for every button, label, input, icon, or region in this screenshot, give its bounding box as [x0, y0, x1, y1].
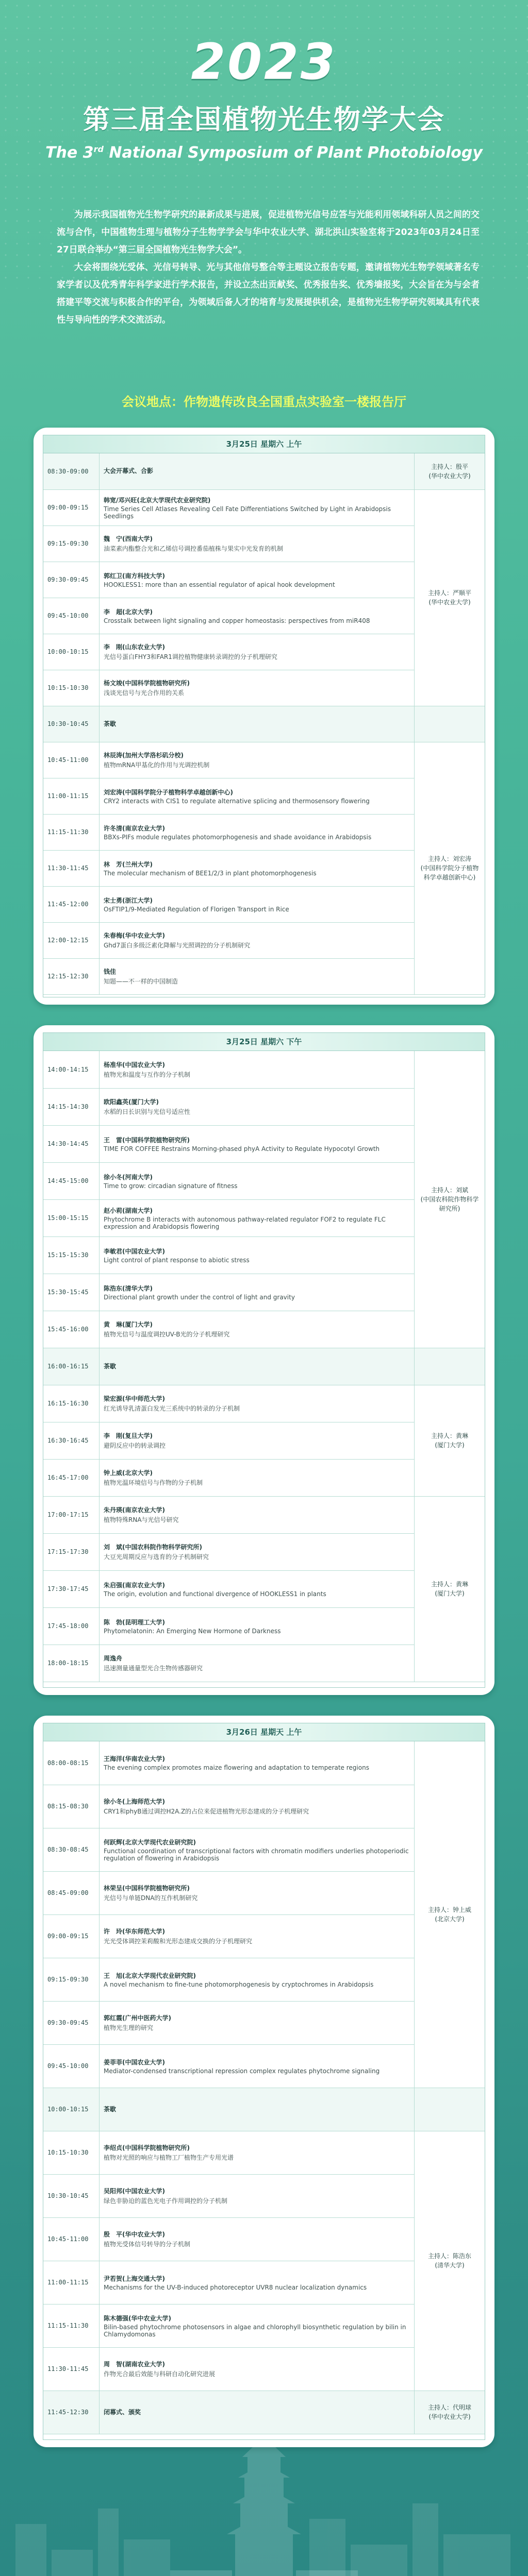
session-content	[100, 2261, 415, 2304]
speaker-name: 林荣呈(中国科学院植物研究所)	[104, 1885, 190, 1892]
session-time: 08:30-08:45	[43, 1828, 100, 1871]
schedule-card-frame	[43, 1723, 485, 2440]
speaker-name: 茶歇	[104, 720, 117, 727]
talk-title: 植物光受体信号转导的分子机制	[104, 2241, 191, 2248]
talk-title: The evening complex promotes maize flowering and adaptation to temperate regions	[104, 1764, 369, 1772]
session-time: 10:00-10:15	[43, 2088, 100, 2131]
talk-title: 知题——不一样的中国制造	[104, 978, 178, 985]
speaker-name: 李 刚(山东农业大学)	[104, 643, 165, 651]
session-time: 08:00-08:15	[43, 1741, 100, 1785]
talk-title: Time Series Cell Atlases Revealing Cell Fate Differentiations Switched by Light in Arabidopsis Seedlings	[104, 505, 391, 520]
schedule-card-day1-afternoon	[34, 1025, 494, 1695]
session-time: 09:00-09:15	[43, 1914, 100, 1958]
session-time: 10:45-11:00	[43, 2217, 100, 2261]
speaker-name: 韩宽/邓兴旺(北京大学现代农业研究院)	[104, 496, 211, 504]
speaker-name: 姜菲菲(中国农业大学)	[104, 2058, 165, 2066]
talk-title: 光信号与单链DNA的互作机制研究	[104, 1894, 198, 1902]
schedule-card-day2-morning	[34, 1716, 494, 2447]
session-content	[100, 2217, 415, 2261]
schedule-row	[43, 742, 485, 778]
session-content	[100, 1236, 415, 1274]
session-time: 08:30-09:00	[43, 453, 100, 489]
schedule-row	[43, 2391, 485, 2434]
speaker-name: 周逸舟	[104, 1655, 123, 1662]
session-time: 14:15-14:30	[43, 1088, 100, 1125]
session-time: 15:00-15:15	[43, 1199, 100, 1236]
session-content	[100, 2391, 415, 2434]
session-content	[100, 598, 415, 634]
session-content	[100, 1958, 415, 2001]
session-content	[100, 1199, 415, 1236]
speaker-name: 吴阳邦(中国农业大学)	[104, 2188, 165, 2195]
session-content	[100, 2131, 415, 2174]
session-time: 10:15-10:30	[43, 2131, 100, 2174]
session-content	[100, 850, 415, 886]
session-host	[415, 706, 485, 742]
speaker-name: 陈浩东(清华大学)	[104, 1284, 153, 1292]
talk-title: Functional coordination of transcriptional factors with chromatin modifiers underlies photoperiodic regulation of flowering in Arabidopsis	[104, 1847, 409, 1862]
speaker-name: 郭红卫(南方科技大学)	[104, 572, 165, 580]
session-content	[100, 2304, 415, 2347]
session-time: 17:30-17:45	[43, 1570, 100, 1607]
speaker-name: 林辰涛(加州大学洛杉矶分校)	[104, 752, 184, 759]
session-time: 11:15-11:30	[43, 2304, 100, 2347]
schedule-day-title: 3月25日 星期六 上午	[43, 435, 485, 453]
session-time: 17:15-17:30	[43, 1533, 100, 1570]
talk-title: 植物光和温度与互作的分子机制	[104, 1071, 191, 1078]
session-time: 15:45-16:00	[43, 1311, 100, 1348]
page-header	[0, 0, 528, 162]
speaker-name: 钱佳	[104, 968, 117, 975]
talk-title: 作物光合最后效能与科研自动化研究进展	[104, 2370, 216, 2378]
session-time: 17:00-17:15	[43, 1496, 100, 1533]
schedule-card-frame	[43, 1032, 485, 1688]
session-content	[100, 1088, 415, 1125]
session-content	[100, 958, 415, 994]
talk-title: 水稻的日长识别与光信号适应性	[104, 1108, 191, 1115]
session-content	[100, 1871, 415, 1914]
schedule-row	[43, 2088, 485, 2131]
session-content	[100, 1125, 415, 1162]
session-content	[100, 2174, 415, 2217]
session-time: 14:45-15:00	[43, 1162, 100, 1199]
schedule-row	[43, 706, 485, 742]
session-host: 主持人：黄琳 (厦门大学)	[415, 1385, 485, 1496]
session-time: 10:15-10:30	[43, 670, 100, 706]
talk-title: 植物对光照的响应与植物工厂植物生产专用光谱	[104, 2154, 234, 2161]
intro-text	[57, 206, 480, 329]
speaker-name: 何跃辉(北京大学现代农业研究院)	[104, 1838, 196, 1846]
speaker-name: 朱启强(南京农业大学)	[104, 1581, 165, 1589]
schedule-row	[43, 1741, 485, 1785]
session-content	[100, 742, 415, 778]
talk-title: A novel mechanism to fine-tune photomorphogenesis by cryptochromes in Arabidopsis	[104, 1980, 374, 1988]
session-content	[100, 562, 415, 598]
session-host: 主持人：殷平 (华中农业大学)	[415, 453, 485, 489]
speaker-name: 尹若贺(上海交通大学)	[104, 2275, 165, 2282]
venue-text: 会议地点：作物遗传改良全国重点实验室一楼报告厅	[122, 395, 406, 409]
speaker-name: 黄 琳(厦门大学)	[104, 1321, 153, 1328]
speaker-name: 李 超(北京大学)	[104, 608, 153, 616]
intro-paragraph-1: 为展示我国植物光生物学研究的最新成果与进展，促进植物光信号应答与光能利用领域科研人员之间的交流与合作，中国植物生理与植物分子生物学学会与华中农业大学、湖北洪山实验室将于2023年03月24日至27日联合举办“第三届全国植物光生物学大会”。	[57, 210, 480, 255]
session-time: 11:30-11:45	[43, 2347, 100, 2391]
schedule-row	[43, 2131, 485, 2174]
session-host: 主持人：钟上威 (北京大学)	[415, 1741, 485, 2088]
speaker-name: 李敏君(中国农业大学)	[104, 1247, 165, 1255]
session-content	[100, 489, 415, 526]
session-content	[100, 2088, 415, 2131]
session-host: 主持人：黄琳 (厦门大学)	[415, 1496, 485, 1682]
session-content	[100, 1741, 415, 1785]
session-time: 11:00-11:15	[43, 2261, 100, 2304]
session-time: 08:15-08:30	[43, 1785, 100, 1828]
talk-title: Bilin-based phytochrome photosensors in algae and chlorophyll biosynthetic regulation by bilin in Chlamydomonas	[104, 2323, 406, 2338]
speaker-name: 闭幕式、颁奖	[104, 2408, 141, 2416]
talk-title: 迅速测量通量型光合生物传感器研究	[104, 1665, 203, 1672]
schedule-day-title: 3月26日 星期天 上午	[43, 1723, 485, 1741]
session-content	[100, 526, 415, 562]
speaker-name: 郭红霞(广州中医药大学)	[104, 2014, 171, 2022]
session-content	[100, 922, 415, 958]
schedule-card-frame	[43, 435, 485, 997]
talk-title: 避阴反应中的转录调控	[104, 1442, 166, 1449]
talk-title: Mediator-condensed transcriptional repression complex regulates phytochrome signaling	[104, 2067, 380, 2075]
schedule-table	[43, 453, 485, 995]
schedule-table	[43, 1741, 485, 2434]
session-content	[100, 1496, 415, 1533]
session-time: 09:45-10:00	[43, 598, 100, 634]
speaker-name: 林 芳(兰州大学)	[104, 860, 153, 868]
session-content	[100, 2347, 415, 2391]
session-content	[100, 1570, 415, 1607]
speaker-name: 魏 宁(西南大学)	[104, 535, 153, 543]
talk-title: HOOKLESS1: more than an essential regulator of apical hook development	[104, 581, 335, 588]
talk-title: Directional plant growth under the control of light and gravity	[104, 1293, 295, 1301]
schedule-row	[43, 453, 485, 489]
talk-title: 植物光生理的研究	[104, 2024, 154, 2031]
speaker-name: 茶歇	[104, 2105, 117, 2113]
session-content	[100, 1311, 415, 1348]
session-time: 08:45-09:00	[43, 1871, 100, 1914]
speaker-name: 大会开幕式、合影	[104, 467, 154, 475]
session-time: 14:00-14:15	[43, 1051, 100, 1088]
session-host: 主持人：陈浩东 (清华大学)	[415, 2131, 485, 2391]
talk-title: Mechanisms for the UV-B-induced photoreceptor UVR8 nuclear localization dynamics	[104, 2283, 367, 2291]
schedule-row	[43, 1385, 485, 1422]
talk-title: Ghd7蛋白多级泛素化降解与光照调控的分子机制研究	[104, 942, 251, 949]
session-time: 11:30-11:45	[43, 850, 100, 886]
session-content	[100, 1533, 415, 1570]
session-host: 主持人：刘斌 (中国农科院作物科学研究所)	[415, 1051, 485, 1348]
speaker-name: 刘 斌(中国农科院作物科学研究所)	[104, 1544, 202, 1551]
session-time: 12:00-12:15	[43, 922, 100, 958]
speaker-name: 茶歇	[104, 1362, 117, 1370]
talk-title: CRY1和phyB通过调控H2A.Z的占位来促进植物光形态建成的分子机理研究	[104, 1808, 309, 1815]
speaker-name: 许冬清(南京农业大学)	[104, 824, 165, 832]
session-content	[100, 2044, 415, 2088]
talk-title: 大豆光周期反应与选育的分子机制研究	[104, 1553, 209, 1561]
schedule-row	[43, 489, 485, 526]
talk-title: CRY2 interacts with CIS1 to regulate alternative splicing and thermosensory flowering	[104, 797, 370, 805]
session-time: 11:45-12:30	[43, 2391, 100, 2434]
talk-title: 植物光温环境信号与作物的分子机制	[104, 1479, 203, 1486]
talk-title: 绿色非胁迫的蓝色光电子作用调控的分子机制	[104, 2197, 228, 2205]
schedule-day-title: 3月25日 星期六 下午	[43, 1033, 485, 1051]
session-time: 09:15-09:30	[43, 1958, 100, 2001]
session-content	[100, 1645, 415, 1682]
session-content	[100, 886, 415, 922]
session-content	[100, 634, 415, 670]
session-content	[100, 1607, 415, 1645]
session-time: 09:30-09:45	[43, 562, 100, 598]
session-time: 15:30-15:45	[43, 1274, 100, 1311]
speaker-name: 徐小冬(河南大学)	[104, 1173, 153, 1181]
session-time: 10:30-10:45	[43, 2174, 100, 2217]
session-content	[100, 706, 415, 742]
session-content	[100, 1785, 415, 1828]
speaker-name: 殷 平(华中农业大学)	[104, 2231, 165, 2238]
session-host	[415, 2088, 485, 2131]
talk-title: BBXs-PIFs module regulates photomorphogenesis and shade avoidance in Arabidopsis	[104, 833, 372, 841]
session-content	[100, 1422, 415, 1459]
session-content	[100, 453, 415, 489]
talk-title: OsFTIP1/9-Mediated Regulation of Florigen Transport in Rice	[104, 905, 289, 913]
talk-title: Time to grow: circadian signature of fitness	[104, 1182, 238, 1190]
session-time: 16:15-16:30	[43, 1385, 100, 1422]
session-time: 11:00-11:15	[43, 778, 100, 814]
talk-title: Light control of plant response to abiotic stress	[104, 1256, 250, 1264]
speaker-name: 周 智(湖南农业大学)	[104, 2361, 165, 2368]
session-time: 15:15-15:30	[43, 1236, 100, 1274]
speaker-name: 宋士勇(浙江大学)	[104, 896, 153, 904]
schedule-row	[43, 1496, 485, 1533]
session-time: 09:15-09:30	[43, 526, 100, 562]
schedule-table	[43, 1051, 485, 1682]
session-content	[100, 1348, 415, 1385]
speaker-name: 赵小莉(湖南大学)	[104, 1207, 153, 1214]
speaker-name: 朱春梅(华中农业大学)	[104, 932, 165, 939]
talk-title: 油菜素内酯整合光和乙烯信号调控番茄植株与果实中光发育的机制	[104, 545, 284, 552]
talk-title: 植物特殊RNA与光信号研究	[104, 1516, 179, 1523]
session-time: 11:45-12:00	[43, 886, 100, 922]
session-content	[100, 778, 415, 814]
session-time: 14:30-14:45	[43, 1125, 100, 1162]
intro-paragraph-2: 大会将围绕光受体、光信号转导、光与其他信号整合等主题设立报告专题，邀请植物光生物学领域著名专家学者以及优秀青年科学家进行学术报告，并设立杰出贡献奖、优秀报告奖、优秀墙报奖，大会旨在为与会者搭建平等交流与积极合作的平台，为领域后备人才的培育与发展提供机会，是植物光生物学研究领域具有代表性与导向性的学术交流活动。	[57, 262, 480, 325]
session-content	[100, 2001, 415, 2044]
speaker-name: 梁宏源(华中师范大学)	[104, 1395, 165, 1402]
speaker-name: 王 雷(中国科学院植物研究所)	[104, 1136, 190, 1144]
session-time: 18:00-18:15	[43, 1645, 100, 1682]
session-time: 17:45-18:00	[43, 1607, 100, 1645]
speaker-name: 陈木德强(华中农业大学)	[104, 2314, 171, 2322]
talk-title: Crosstalk between light signaling and copper homeostasis: perspectives from miR408	[104, 617, 370, 624]
session-content	[100, 1828, 415, 1871]
session-time: 09:30-09:45	[43, 2001, 100, 2044]
talk-title: 浅谈光信号与光合作用的关系	[104, 689, 185, 697]
event-title-english: The 3rd National Symposium of Plant Photobiology	[45, 144, 483, 162]
speaker-name: 杨文竣(中国科学院植物研究所)	[104, 680, 190, 687]
speaker-name: 钟上威(北京大学)	[104, 1469, 153, 1477]
session-host: 主持人：代明球 (华中农业大学)	[415, 2391, 485, 2434]
speaker-name: 李 刚(复旦大学)	[104, 1432, 153, 1439]
speaker-name: 李绍贞(中国科学院植物研究所)	[104, 2144, 190, 2151]
session-content	[100, 1051, 415, 1088]
session-content	[100, 814, 415, 850]
speaker-name: 陈 勃(昆明理工大学)	[104, 1618, 165, 1626]
event-year: 2023	[191, 33, 337, 91]
session-time: 09:00-09:15	[43, 489, 100, 526]
session-host: 主持人：严顺平 (华中农业大学)	[415, 489, 485, 706]
session-content	[100, 670, 415, 706]
speaker-name: 许 玲(华东师范大学)	[104, 1928, 165, 1935]
talk-title: TIME FOR COFFEE Restrains Morning-phased phyA Activity to Regulate Hypocotyl Growth	[104, 1145, 380, 1153]
speaker-name: 徐小冬(上海师范大学)	[104, 1798, 165, 1805]
session-content	[100, 1274, 415, 1311]
session-time: 16:30-16:45	[43, 1422, 100, 1459]
talk-title: 植物mRNA甲基化的作用与光调控机制	[104, 761, 210, 769]
session-time: 11:15-11:30	[43, 814, 100, 850]
talk-title: 光信号蛋白FHY3和FAR1调控植物健康转录调控的分子机理研究	[104, 653, 277, 660]
schedule-row	[43, 1051, 485, 1088]
session-time: 09:45-10:00	[43, 2044, 100, 2088]
session-time: 16:00-16:15	[43, 1348, 100, 1385]
session-content	[100, 1385, 415, 1422]
session-time: 12:15-12:30	[43, 958, 100, 994]
session-content	[100, 1459, 415, 1496]
talk-title: The origin, evolution and functional divergence of HOOKLESS1 in plants	[104, 1590, 326, 1598]
speaker-name: 王海洋(华南农业大学)	[104, 1755, 165, 1763]
session-time: 10:30-10:45	[43, 706, 100, 742]
session-content	[100, 1914, 415, 1958]
talk-title: The molecular mechanism of BEE1/2/3 in plant photomorphogenesis	[104, 869, 317, 877]
talk-title: Phytochrome B interacts with autonomous pathway-related regulator FOF2 to regulate FLC expression and Arabidopsis flowering	[104, 1215, 386, 1230]
talk-title: 植物光信号与温度调控UV-B光的分子机理研究	[104, 1331, 230, 1338]
schedule-card-day1-morning	[34, 428, 494, 1005]
speaker-name: 王 旭(北京大学现代农业研究院)	[104, 1972, 196, 1979]
session-host: 主持人：刘宏涛 (中国科学院分子植物科学卓越创新中心)	[415, 742, 485, 994]
schedule-row	[43, 1348, 485, 1385]
session-time: 10:45-11:00	[43, 742, 100, 778]
session-time: 16:45-17:00	[43, 1459, 100, 1496]
talk-title: 光光受体调控茉莉酸和光形态建成交换的分子机理研究	[104, 1938, 253, 1945]
talk-title: Phytomelatonin: An Emerging New Hormone of Darkness	[104, 1627, 281, 1635]
session-time: 10:00-10:15	[43, 634, 100, 670]
session-host	[415, 1348, 485, 1385]
event-title-chinese: 第三届全国植物光生物学大会	[82, 105, 445, 135]
speaker-name: 杨准华(中国农业大学)	[104, 1061, 165, 1069]
session-content	[100, 1162, 415, 1199]
speaker-name: 刘宏涛(中国科学院分子植物科学卓越创新中心)	[104, 788, 233, 796]
speaker-name: 朱丹瑛(南京农业大学)	[104, 1506, 165, 1514]
talk-title: 红光诱导乳清蛋白发光三系统中的转录的分子机制	[104, 1405, 240, 1412]
speaker-name: 欧阳鑫英(厦门大学)	[104, 1098, 159, 1106]
